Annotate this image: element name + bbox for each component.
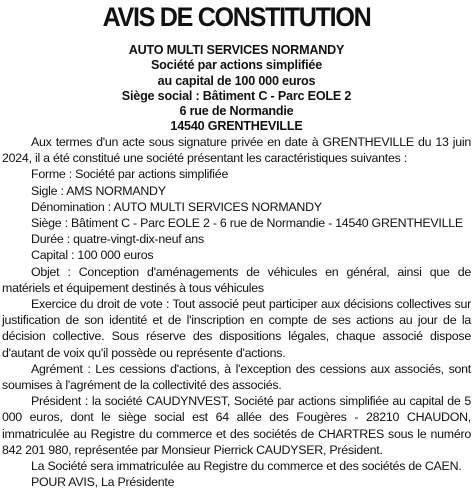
field-denomination: Dénomination : AUTO MULTI SERVICES NORMANDY: [31, 199, 322, 214]
intro-paragraph: Aux termes d'un acte sous signature privée en date à GRENTHEVILLE du 13 juin 2024, il a été constitué une société présentant les caractéristiques suivantes :: [2, 135, 471, 166]
immatriculation-line: La Société sera immatriculée au Registre du commerce et des sociétés de CAEN.: [31, 459, 462, 474]
agrement-paragraph: Agrément : Les cessions d'actions, à l'exception des cessions aux associés, sont soumises à l'agrément de la collectivité des associés.: [2, 361, 471, 393]
signature-line: POUR AVIS, La Présidente: [31, 475, 175, 490]
field-sigle: Sigle : AMS NORMANDY: [31, 183, 166, 198]
objet-paragraph: Objet : Conception d'aménagements de véhicules en général, ainsi que de matériels et équipement destinés à tous véhicules: [2, 264, 471, 295]
notice-body: [2, 134, 471, 490]
field-forme: Forme : Société par actions simplifiée: [31, 167, 229, 182]
field-duree: Durée : quatre-vingt-dix-neuf ans: [31, 232, 204, 247]
company-seat: Siège social : Bâtiment C - Parc EOLE 2: [121, 88, 352, 103]
president-paragraph: Président : la société CAUDYNVEST, Société par actions simplifiée au capital de 5 000 euros, dont le siège social est 64 allée des Fougères - 28210 CHAUDON, immatriculée au Registre du commerce et des sociétés de CHARTRES sous le numéro 842 201 980, représentée par Monsieur Pierrick CAUDYSER, Président.: [2, 394, 471, 457]
vote-paragraph: Exercice du droit de vote : Tout associé peut participer aux décisions collectives sur justification de son identité et de l'inscription en compte de ses actions au jour de la décision collective. Sous réserve des dispositions légales, chaque associé dispose d'autant de voix qu'il possède ou représente d'actions.: [2, 297, 471, 360]
company-city: 14540 GRENTHEVILLE: [170, 119, 303, 134]
field-siege: Siège : Bâtiment C - Parc EOLE 2 - 6 rue de Normandie - 14540 GRENTHEVILLE: [31, 216, 463, 231]
company-capital: au capital de 100 000 euros: [157, 73, 316, 88]
company-street: 6 rue de Normandie: [179, 104, 294, 119]
company-header: [0, 43, 473, 135]
notice-title: AVIS DE CONSTITUTION: [102, 2, 371, 32]
field-capital: Capital : 100 000 euros: [31, 248, 154, 263]
company-name: AUTO MULTI SERVICES NORMANDY: [128, 43, 345, 57]
company-form: Société par actions simplifiée: [150, 58, 323, 73]
